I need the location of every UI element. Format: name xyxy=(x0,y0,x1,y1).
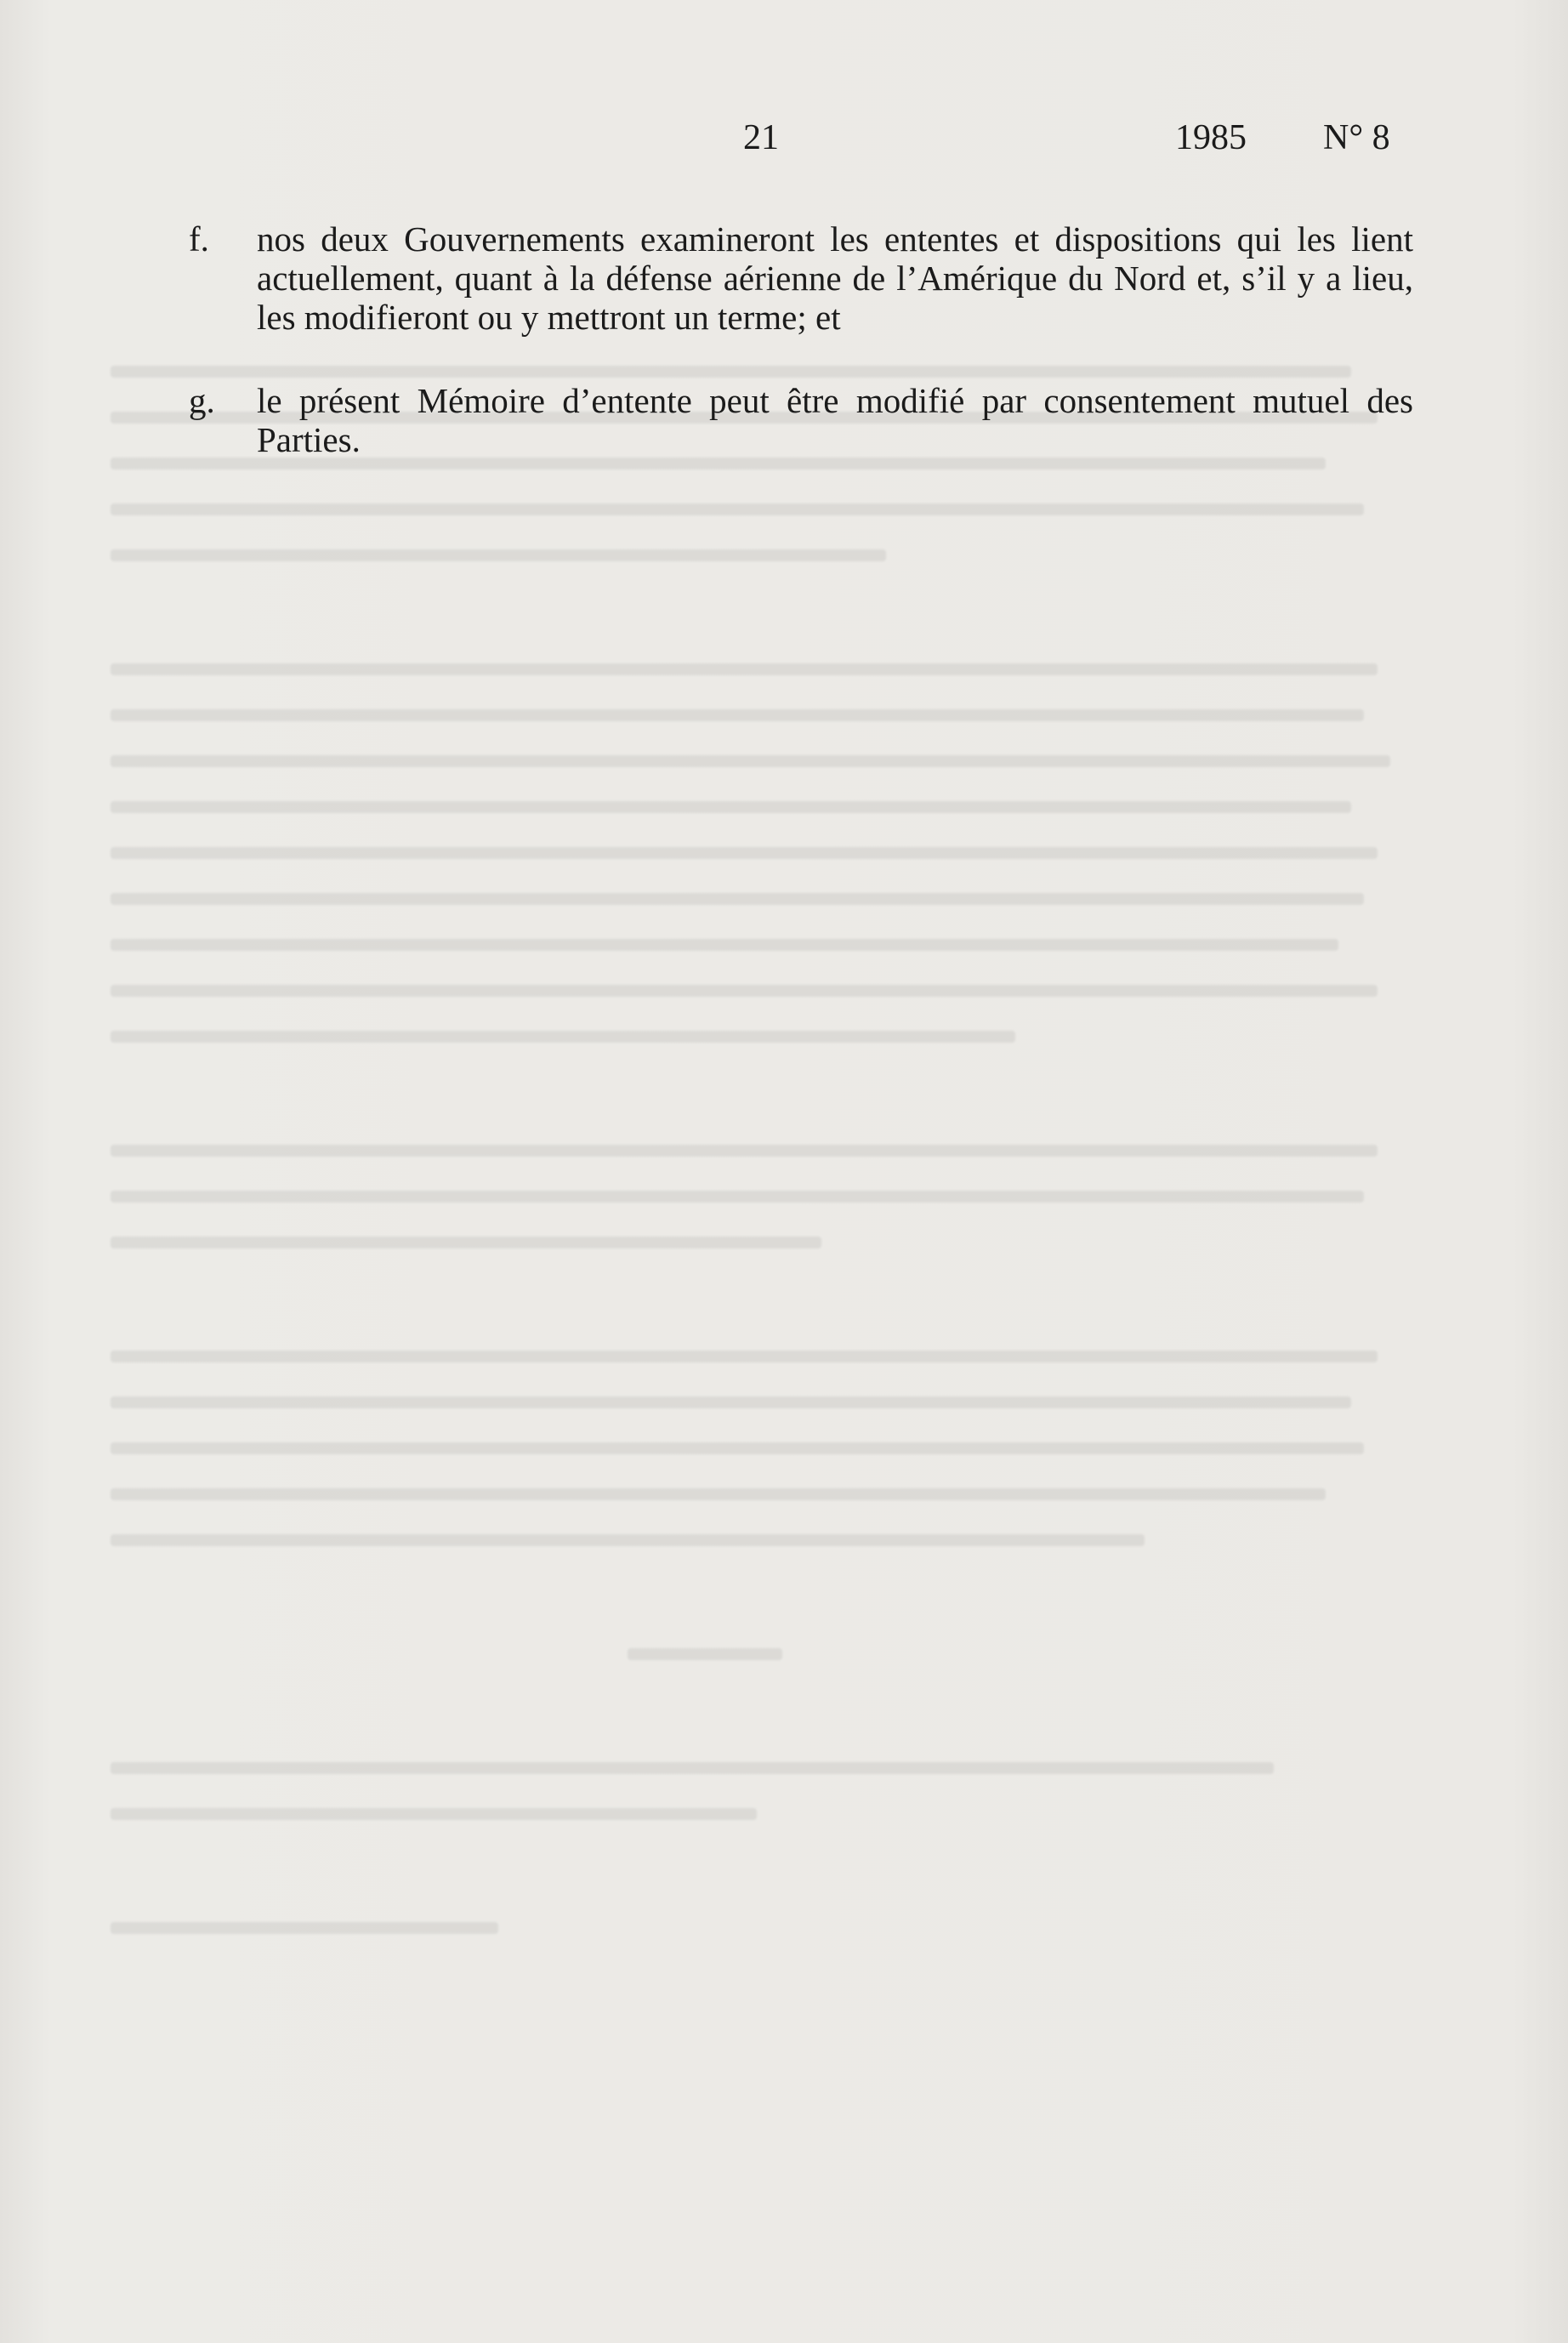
show-through-line xyxy=(111,1534,1145,1546)
show-through-line xyxy=(111,709,1364,721)
show-through-line xyxy=(111,1396,1351,1408)
document-number: N° 8 xyxy=(1323,118,1390,157)
show-through-line xyxy=(111,1237,821,1248)
show-through-line xyxy=(111,847,1378,859)
list-item-label: g. xyxy=(189,381,215,420)
show-through-line xyxy=(111,939,1338,951)
show-through-line xyxy=(111,893,1364,905)
show-through-line xyxy=(111,985,1378,997)
list-item-text: le présent Mémoire d’entente peut être modifié par consentement mutuel des Parties. xyxy=(257,381,1413,459)
show-through-line xyxy=(111,1488,1326,1500)
show-through-line xyxy=(111,1442,1364,1454)
page-number: 21 xyxy=(743,118,779,157)
list-item-text: nos deux Gouvernements examineront les ententes et dispositions qui les lient actuellement, quant à la défense aérienne de l’Amérique du Nord et, s’il y a lieu, les modifieront ou y mettront un terme; et xyxy=(257,219,1413,337)
show-through-line xyxy=(111,1351,1378,1362)
show-through-line xyxy=(111,366,1351,378)
show-through-line xyxy=(111,549,886,561)
show-through-background xyxy=(111,366,1403,2305)
show-through-line xyxy=(111,1145,1378,1157)
show-through-line xyxy=(628,1648,782,1660)
show-through-line xyxy=(111,755,1390,767)
document-year: 1985 xyxy=(1175,118,1247,157)
show-through-line xyxy=(111,1762,1274,1774)
show-through-line xyxy=(111,1808,757,1820)
show-through-line xyxy=(111,1031,1015,1043)
list-item-f xyxy=(189,219,1413,337)
show-through-line xyxy=(111,663,1378,675)
list-item-label: f. xyxy=(189,219,209,259)
list-item-g xyxy=(189,381,1413,459)
show-through-line xyxy=(111,1922,498,1934)
show-through-line xyxy=(111,801,1351,813)
show-through-line xyxy=(111,458,1326,469)
show-through-line xyxy=(111,1191,1364,1203)
show-through-line xyxy=(111,503,1364,515)
